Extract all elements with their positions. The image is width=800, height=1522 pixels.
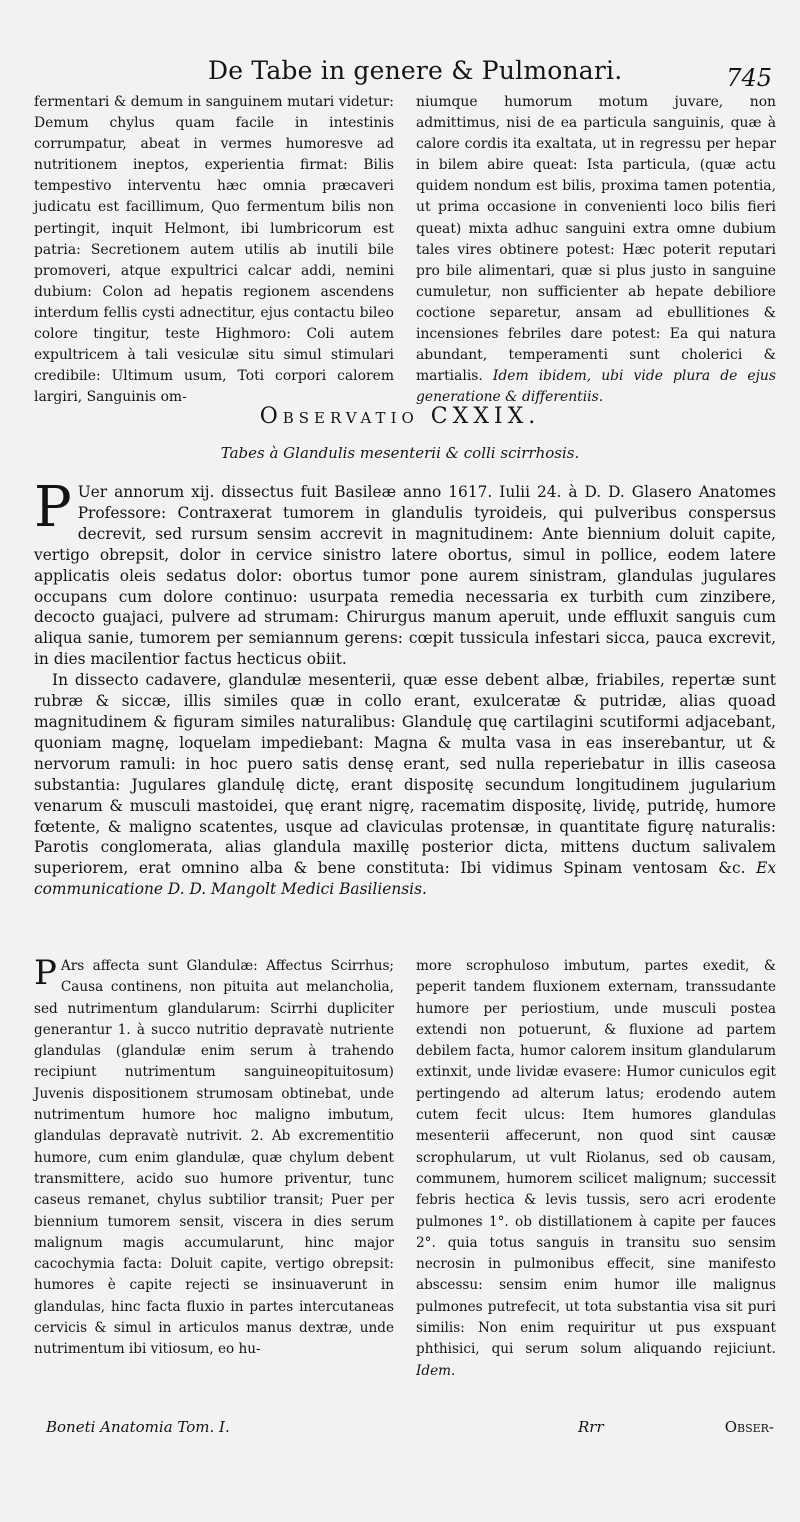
observation-subtitle: Tabes à Glandulis mesenterii & colli scirrhosis. bbox=[220, 444, 580, 462]
bottom-right-text: more scrophuloso imbutum, partes exedit, & peperit tandem fluxionem externam, transsudante humore per periostium, unde musculi postea extendi non potuerunt, & fluxione ad partem debilem facta, humor calorem insitum glandularum extinxit, unde lividæ evasere: Humor cuniculos egit pertingendo ad alterum latus; erodendo autem cutem fecit ulcus: Item humores glandulas mesenterii affecerunt, non quod sint causæ scrophularum, ut vult Riolanus, sed ob causam, communem, humorem scilicet malignum; successit febris hectica & levis tussis, sero acri erodente pulmones 1°. ob distillationem à capite per fauces 2°. quia totus sanguis in transitu suo sensim necrosin in pulmonibus effecit, sine manifesto abscessu: sensim enim humor ille malignus pulmones putrefecit, ut tota substantia visa sit puri similis: Non enim requiritur ut pus exspuant phthisici, qui serum solum aliquando rejiciunt. bbox=[416, 958, 776, 1358]
bottom-left-column bbox=[34, 953, 394, 1358]
drop-cap: P bbox=[34, 475, 72, 540]
bottom-right-paragraph bbox=[416, 956, 776, 1382]
footer-book-title: Boneti Anatomia Tom. I. bbox=[46, 1418, 230, 1436]
observation-text-1: Uer annorum xij. dissectus fuit Basileæ anno 1617. Iulii 24. à D. D. Glasero Anatomes Professore: Contraxerat tumorem in glandulis tyroideis, qui pulveribus conspersus decrevit, sed rursum sensim accrevit in magnitudinem: Ante biennium doluit capite, vertigo obrepsit, dolor in cervice sinistro latere obortus, simul in pollice, eodem latere applicatis oleis sedatus dolor: obortus tumor pone aurem sinistram, glandulas jugulares occupans cum dolore continuo: usurpata remedia necessaria ex turbith cum zinzibere, decocto guajaci, pulvere ad strumam: Chirurgus manum aperuit, unde effluxit sanguis cum aliqua sanie, tumorem per semiannum gerens: cœpit tussicula infestari sicca, pauca excrevit, in dies macilentior factus hecticus obiit. bbox=[34, 483, 776, 669]
page-number: 745 bbox=[726, 64, 772, 92]
footer-catchword: Obser- bbox=[724, 1418, 774, 1436]
top-right-citation: Idem ibidem, ubi vide plura de ejus generatione & differentiis. bbox=[416, 368, 776, 406]
top-left-column bbox=[34, 92, 394, 406]
top-right-text: niumque humorum motum juvare, non admittimus, nisi de ea particula sanguinis, quæ à calore cordis ita exaltata, ut in regressu per hepar in bilem abire queat: Ista particula, (quæ actu quidem nondum est bilis, proxima tamen potentia, ut prima occasione in convenienti loco bilis fieri queat) mixta adhuc sanguini extra omne dubium tales vires obtinere potest: Hæc poterit reputari pro bile alimentari, quæ si plus justo in sanguine cumuletur, non sufficienter ab hepate debiliore coctione separetur, ansam ad ebullitiones & incensiones febriles dare potest: Ea qui natura abundant, temperamenti sunt cholerici & martialis. bbox=[416, 94, 776, 385]
observation-heading: Observatio CXXIX. bbox=[259, 404, 541, 429]
drop-cap-small: P bbox=[34, 953, 57, 993]
running-head bbox=[0, 54, 800, 94]
observation-paragraph-1 bbox=[34, 475, 776, 670]
bottom-columns bbox=[34, 953, 776, 1379]
page-footer bbox=[0, 1418, 800, 1448]
observation-paragraph-2 bbox=[34, 670, 776, 900]
bottom-right-citation: Idem. bbox=[416, 1362, 456, 1379]
page-title: De Tabe in genere & Pulmonari. bbox=[208, 56, 623, 85]
observation-text-2: In dissecto cadavere, glandulæ mesenterii, quæ esse debent albæ, friabiles, repertæ sunt rubræ & siccæ, illis similes quæ in collo erant, exulceratæ & putridæ, alias quoad magnitudinem & figuram similes naturalibus: Glandulę quę cartilagini scutiformi adjacebant, quoniam magnę, loquelam impediebant: Magna & multa vasa in eas inserebantur, ut & nervorum ramuli: in hoc puero satis densę erant, sed nulla reperiebatur in illis caseosa substantia: Jugulares glandulę dictę, erant dispositę secundum longitudinem jugularium venarum & musculi mastoidei, quę erant nigrę, racematim dispositę, lividę, putridę, humore fœtente, & maligno scatentes, usque ad claviculas protensæ, in quantitate figurę naturalis: Parotis conglomerata, alias glandula maxillę posterior dicta, mittens ductum salivalem superiorem, erat omnino alba & bene constituta: Ibi vidimus Spinam ventosam &c. bbox=[34, 671, 776, 878]
top-right-paragraph bbox=[416, 92, 776, 408]
bottom-left-text: Ars affecta sunt Glandulæ: Affectus Scirrhus; Causa continens, non pituita aut melancholia, sed nutrimentum glandularum: Scirrhi dupliciter generantur 1. à succo nutritio depravatè nutriente glandulas (glandulæ enim serum à trahendo recipiunt nutrimentum sanguineopituitosum) Juvenis dispositionem strumosam obtinebat, unde nutrimentum humore hoc maligno imbutum, glandulas depravatè nutrivit. 2. Ab excrementitio humore, cum enim glandulæ, quæ chylum debent transmittere, acido suo humore priventur, tunc caseus remanet, chylus subtilior transit; Puer per biennium tumorem sensit, viscera in dies serum malignum magis accumularunt, hinc major cacochymia facta: Doluit capite, vertigo obrepsit: humores è capite rejecti se insinuaverunt in glandulas, hinc facta fluxio in partes intercutaneas cervicis & simul in articulos manus dextræ, unde nutrimentum ibi vitiosum, eo hu- bbox=[34, 958, 394, 1358]
top-left-text: fermentari & demum in sanguinem mutari videtur: Demum chylus quam facile in intestinis corrumpatur, abeat in vermes humoresve ad nutritionem ineptos, experientia firmat: Bilis tempestivo interventu hæc omnia præcaveri judicatu est facillimum, Quo fermentum bilis non pertingit, inquit Helmont, ibi lumbricorum est patria: Secretionem autem utilis ab inutili bile promoveri, atque expultrici calcar addi, nemini dubium: Colon ad hepatis regionem ascendens interdum fellis cysti adnectitur, ejus contactu bileo colore tingitur, teste Highmoro: Coli autem expultricem à tali vesiculæ situ simul stimulari credibile: Ultimum usum, Toti corpori calorem largiri, Sanguinis om- bbox=[34, 94, 394, 406]
bottom-left-paragraph bbox=[34, 953, 394, 1361]
observation-body bbox=[34, 475, 776, 900]
footer-signature-mark: Rrr bbox=[578, 1418, 604, 1436]
observation-citation: Ex communicatione D. D. Mangolt Medici Basiliensis. bbox=[34, 859, 776, 899]
top-right-column bbox=[416, 92, 776, 406]
top-columns bbox=[34, 92, 776, 406]
bottom-right-column bbox=[416, 956, 776, 1379]
